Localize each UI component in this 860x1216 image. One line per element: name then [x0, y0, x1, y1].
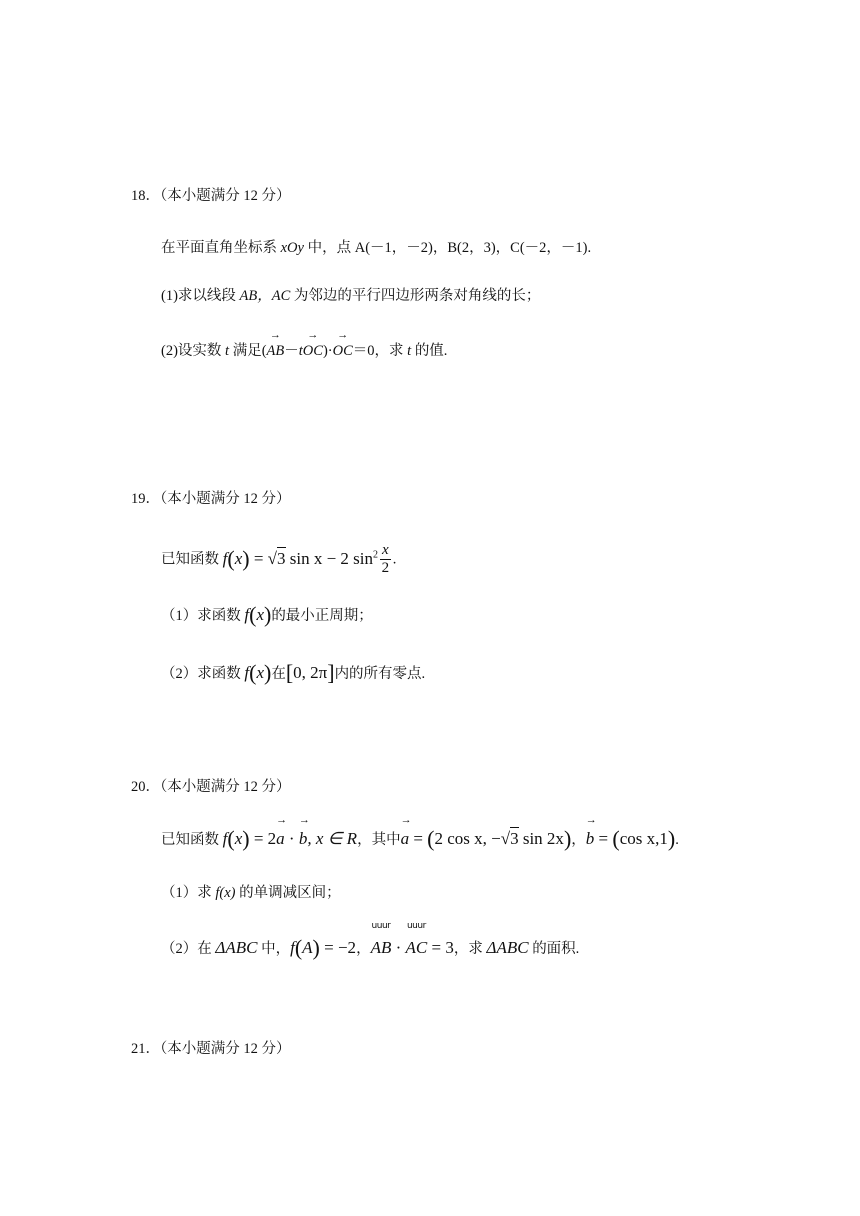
q19-part2-x: x	[256, 663, 264, 682]
q20-part1	[161, 883, 341, 903]
q20-where: ，其中	[357, 832, 401, 848]
q20-stem-prefix: 已知函数	[161, 832, 223, 848]
q18-part2-var: t	[225, 343, 230, 359]
q20-part2-eqv: = −2	[319, 938, 357, 957]
q18-part2-minus: －	[284, 343, 299, 359]
q19-fraction	[380, 543, 391, 576]
q19-part1-rest: 的最小正周期；	[271, 608, 373, 624]
q19-frac-den: 2	[381, 560, 390, 577]
vector-ab: → AB	[267, 341, 285, 361]
q18-part1-prefix: (1)求以线段	[161, 288, 240, 304]
q19-eq: =	[249, 548, 268, 568]
q19-part2-f: f	[244, 663, 250, 682]
q20-comma: ，	[571, 832, 586, 848]
q18-part2	[161, 341, 447, 361]
q19-f: f	[222, 548, 228, 568]
q19-part1-prefix: （1）求函数	[161, 608, 245, 624]
q19-formula: f(x) = √3 sin x − 2 $\sin^2$ $\frac{x}{2}$	[222, 542, 390, 577]
q19-part1-f: f	[244, 605, 250, 624]
q20-part2-mid: 中，	[257, 941, 291, 957]
q19-part2: （2）求函数 f(x)在[0, 2π]内的所有零点.	[161, 660, 426, 685]
q20-end: .	[675, 832, 679, 848]
q20-part2-ask: ，求	[453, 941, 487, 957]
q20-part2-comma: ，	[356, 941, 371, 957]
q19-sup: 2	[373, 549, 379, 560]
q20-part2-end: 的面积.	[528, 941, 580, 957]
q18-part2-eq: ＝0，求	[352, 343, 408, 359]
sqrt-symbol-2: √	[500, 829, 511, 848]
q20-part1-prefix: （1）求	[161, 885, 216, 901]
q20-triangle: ΔABC	[215, 938, 258, 957]
q19-header: 19．（本小题满分 12 分）	[131, 491, 291, 507]
q20-a-three: 3	[510, 829, 519, 848]
vector-a: → a	[276, 826, 285, 852]
q18-part1	[161, 286, 540, 306]
q20-dot: ·	[284, 829, 299, 848]
q18-part2-t2: t	[407, 343, 412, 359]
q20-a-eq: =	[409, 829, 428, 848]
q19-arg: x	[234, 548, 243, 568]
q19-body: sin x − 2 sin	[285, 548, 374, 568]
q20-part1-rest: 的单调减区间；	[235, 885, 341, 901]
vector-ac: AC	[405, 938, 428, 957]
q20-part2-dot: ·	[391, 938, 406, 957]
q19-part1: （1）求函数 f(x)的最小正周期；	[161, 602, 373, 627]
q20-ab-mark: uuur	[371, 921, 391, 931]
q20-a-val2: sin 2x	[518, 829, 564, 848]
q19-stem-end: .	[392, 551, 397, 568]
q20-eq: = 2	[249, 829, 277, 848]
q19-three: 3	[277, 548, 286, 568]
q20-domain: , x ∈ R	[307, 829, 358, 848]
q20-part2: （2）在 ΔABC 中，f(A) = −2， uuur AB · uuur AC = 3，求 ΔABC 的面积.	[161, 921, 580, 960]
q20-a-val1: 2 cos x, −	[434, 829, 501, 848]
q18-part2-t: t	[298, 343, 303, 359]
q19-interval: 0, 2π	[293, 663, 328, 682]
q19-stem	[161, 535, 396, 580]
q20-b-eq: =	[594, 829, 613, 848]
q20-b-val: cos x,1	[619, 829, 668, 848]
q18-part2-prefix: (2)设实数	[161, 343, 226, 359]
vector-oc-2: → OC	[333, 341, 353, 361]
q20-stem: 已知函数 f(x) = 2→ a · → b, x ∈ R，其中→ a = (2 cos x, −√3 sin 2x)，→ b = (cos x,1).	[161, 826, 679, 853]
q21-header: 21．（本小题满分 12 分）	[131, 1041, 291, 1057]
vector-ab-2: AB	[370, 938, 392, 957]
q18-stem	[161, 238, 591, 258]
q18-header: 18．（本小题满分 12 分）	[131, 188, 291, 204]
q19-part1-x: x	[256, 605, 264, 624]
q20-part2-prefix: （2）在	[161, 941, 216, 957]
q18-part2-end: 的值.	[411, 343, 448, 359]
vector-oc: → OC	[303, 341, 323, 361]
q20-f: f	[222, 829, 228, 848]
q18-part1-rest: 为邻边的平行四边形两条对角线的长；	[290, 288, 541, 304]
q20-part2-f: f	[290, 938, 295, 957]
q18-stem-rest: 中，点 A(－1，－2)，B(2，3)，C(－2，－1).	[303, 240, 592, 256]
q20-part2-eq3: = 3	[427, 938, 454, 957]
q18-part2-dot: )·	[322, 343, 333, 359]
q20-header: 20．（本小题满分 12 分）	[131, 779, 291, 795]
q19-part2-rest: 内的所有零点.	[334, 666, 426, 682]
q20-part2-A: A	[302, 938, 313, 957]
q18-stem-var: xOy	[280, 240, 304, 256]
vector-a-2: → a	[401, 826, 410, 852]
sqrt-symbol: √	[267, 548, 277, 568]
q20-ac-mark: uuur	[406, 921, 426, 931]
q18-part1-var: AB，AC	[239, 288, 291, 304]
q20-triangle-2: ΔABC	[486, 938, 529, 957]
q20-x: x	[234, 829, 243, 848]
q19-part2-mid: 在	[271, 666, 286, 682]
q19-part2-prefix: （2）求函数	[161, 666, 245, 682]
q18-part2-mid: 满足(	[229, 343, 267, 359]
q20-part1-fx: f(x)	[215, 885, 236, 901]
vector-b-2: → b	[586, 826, 595, 852]
q19-stem-prefix: 已知函数	[161, 551, 223, 568]
q19-frac-num: x	[382, 542, 389, 559]
q18-stem-prefix: 在平面直角坐标系	[161, 240, 281, 256]
vector-b: → b	[299, 826, 308, 852]
